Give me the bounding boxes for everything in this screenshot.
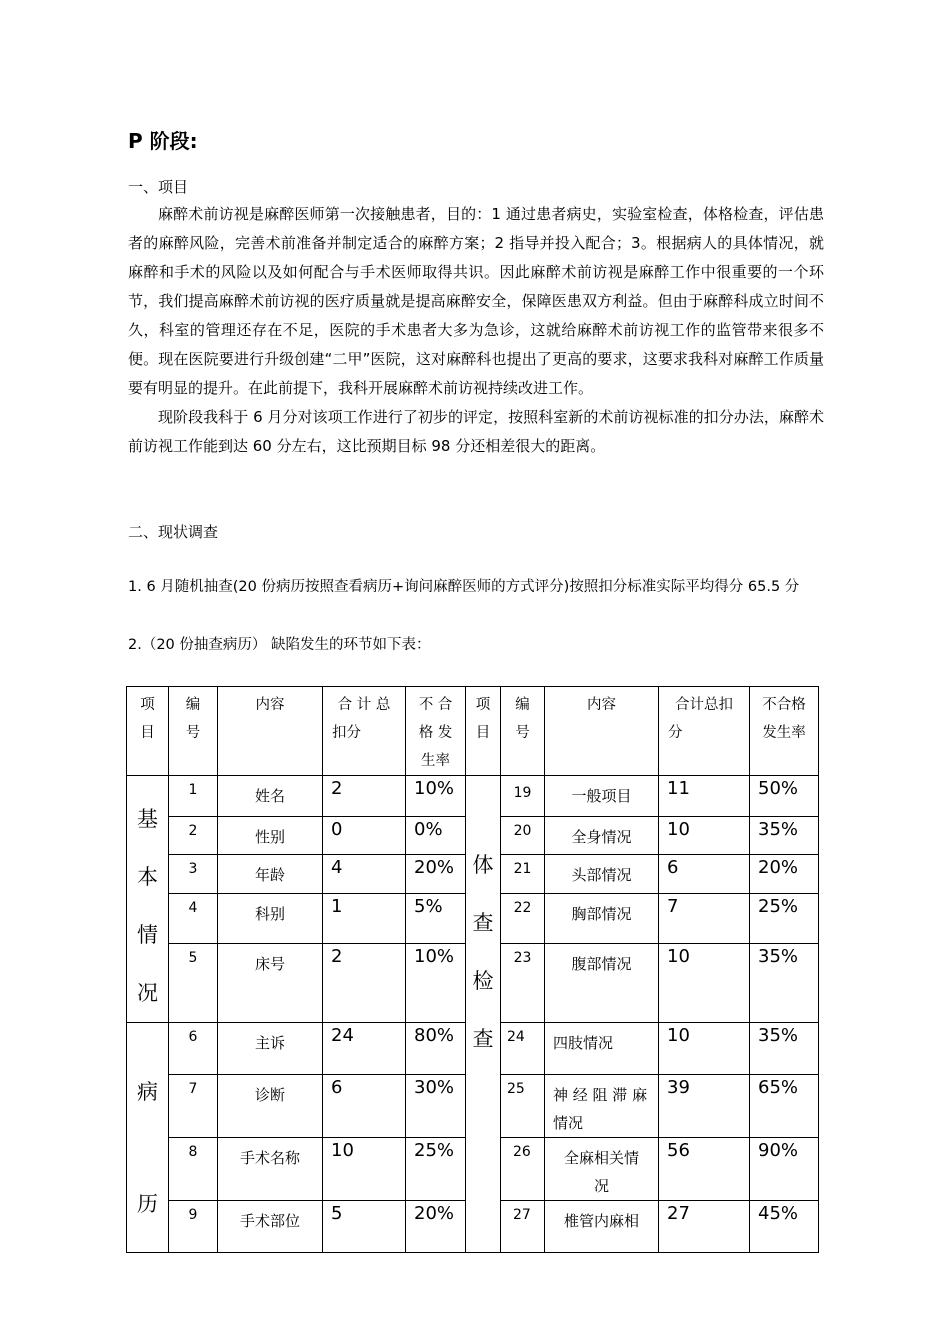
- section-heading-survey: 二、现状调查: [128, 523, 219, 541]
- table-header-row: [127, 687, 819, 776]
- header-no: 编 号: [169, 687, 218, 776]
- paragraph-2: 现阶段我科于 6 月分对该项工作进行了初步的评定，按照科室新的术前访视标准的扣分办法，麻醉术前访视工作能到达 60 分左右，这比预期目标 98 分还相差很大的距离。: [128, 408, 824, 455]
- row-total-right: 10: [659, 1023, 750, 1075]
- row-content: 性别: [218, 816, 323, 855]
- row-content: 科别: [218, 894, 323, 943]
- row-no-right: 25: [501, 1075, 545, 1138]
- row-total: 1: [323, 894, 406, 943]
- header-content-right: 内容: [545, 687, 659, 776]
- row-no: 4: [169, 894, 218, 943]
- row-content-right: 全麻相关情 况: [545, 1138, 659, 1201]
- row-no-right: 21: [501, 855, 545, 894]
- row-rate-right: 20%: [750, 855, 819, 894]
- row-no: 3: [169, 855, 218, 894]
- row-no: 5: [169, 943, 218, 1023]
- defect-table: [126, 686, 819, 1253]
- row-total-right: 10: [659, 943, 750, 1023]
- group-basic-info: 基 本 情 况: [127, 776, 169, 1023]
- row-total-right: 27: [659, 1201, 750, 1253]
- page-title: P 阶段:: [128, 129, 198, 153]
- header-total-right: 合计总扣 分: [659, 687, 750, 776]
- row-no-right: 26: [501, 1138, 545, 1201]
- row-content-right: 椎管内麻相: [545, 1201, 659, 1253]
- header-rate: 不 合 格 发 生率: [406, 687, 466, 776]
- row-content-right: 四肢情况: [545, 1023, 659, 1075]
- row-content: 床号: [218, 943, 323, 1023]
- row-no: 1: [169, 776, 218, 817]
- row-total: 2: [323, 776, 406, 817]
- row-no-right: 20: [501, 816, 545, 855]
- row-rate-right: 35%: [750, 943, 819, 1023]
- row-content: 手术名称: [218, 1138, 323, 1201]
- row-rate: 10%: [406, 776, 466, 817]
- section-heading-project: 一、项目: [128, 178, 189, 196]
- header-content: 内容: [218, 687, 323, 776]
- header-total: 合 计 总 扣分: [323, 687, 406, 776]
- row-no-right: 24: [501, 1023, 545, 1075]
- row-rate: 25%: [406, 1138, 466, 1201]
- header-no-right: 编 号: [501, 687, 545, 776]
- row-content: 主诉: [218, 1023, 323, 1075]
- row-no: 2: [169, 816, 218, 855]
- survey-item-2: 2.（20 份抽查病历） 缺陷发生的环节如下表：: [128, 637, 431, 653]
- row-content: 手术部位: [218, 1201, 323, 1253]
- row-no-right: 23: [501, 943, 545, 1023]
- row-rate-right: 50%: [750, 776, 819, 817]
- row-total-right: 6: [659, 855, 750, 894]
- paragraph-1: 麻醉术前访视是麻醉医师第一次接触患者，目的：1 通过患者病史，实验室检查，体格检查，评估患者的麻醉风险，完善术前准备并制定适合的麻醉方案；2 指导并投入配合；3。根据病人的具体情况，就麻醉和手术的风险以及如何配合与手术医师取得共识。因此麻醉术前访视是麻醉工作中很重要的一个环节，我们提高麻醉术前访视的医疗质量就是提高麻醉安全，保障医患双方利益。但由于麻醉科成立时间不久，科室的管理还存在不足，医院的手术患者大多为急诊，这就给麻醉术前访视工作的监管带来很多不便。现在医院要进行升级创建“二甲”医院，这对麻醉科也提出了更高的要求，这要求我科对麻醉工作质量要有明显的提升。在此前提下，我科开展麻醉术前访视持续改进工作。: [128, 205, 824, 397]
- group-physical-exam: 体 查 检 查: [466, 776, 501, 1253]
- header-rate-right: 不合格 发生率: [750, 687, 819, 776]
- row-rate: 10%: [406, 943, 466, 1023]
- row-total: 4: [323, 855, 406, 894]
- row-rate: 5%: [406, 894, 466, 943]
- row-no: 7: [169, 1075, 218, 1138]
- section-body-project: [128, 200, 824, 461]
- row-total-right: 7: [659, 894, 750, 943]
- row-no: 6: [169, 1023, 218, 1075]
- row-total: 10: [323, 1138, 406, 1201]
- row-no: 8: [169, 1138, 218, 1201]
- row-total-right: 10: [659, 816, 750, 855]
- group-medical-record: 病 历: [127, 1023, 169, 1253]
- row-rate-right: 65%: [750, 1075, 819, 1138]
- row-rate: 0%: [406, 816, 466, 855]
- header-item: 项 目: [127, 687, 169, 776]
- row-rate: 30%: [406, 1075, 466, 1138]
- row-content-right: 全身情况: [545, 816, 659, 855]
- row-content-right: 胸部情况: [545, 894, 659, 943]
- row-rate-right: 90%: [750, 1138, 819, 1201]
- row-total-right: 56: [659, 1138, 750, 1201]
- row-content: 诊断: [218, 1075, 323, 1138]
- row-content-right: 头部情况: [545, 855, 659, 894]
- row-content: 年龄: [218, 855, 323, 894]
- row-content-right: 神 经 阻 滞 麻 情况: [545, 1075, 659, 1138]
- row-rate: 20%: [406, 855, 466, 894]
- row-total-right: 39: [659, 1075, 750, 1138]
- table-row: [127, 776, 819, 817]
- survey-item-1: 1. 6 月随机抽查(20 份病历按照查看病历+询问麻醉医师的方式评分)按照扣分标准实际平均得分 65.5 分: [128, 579, 800, 595]
- row-rate-right: 35%: [750, 816, 819, 855]
- row-content-right: 一般项目: [545, 776, 659, 817]
- row-no-right: 27: [501, 1201, 545, 1253]
- row-no-right: 22: [501, 894, 545, 943]
- row-rate: 20%: [406, 1201, 466, 1253]
- row-content: 姓名: [218, 776, 323, 817]
- row-no-right: 19: [501, 776, 545, 817]
- row-total-right: 11: [659, 776, 750, 817]
- row-total: 5: [323, 1201, 406, 1253]
- row-no: 9: [169, 1201, 218, 1253]
- row-rate-right: 25%: [750, 894, 819, 943]
- row-rate-right: 35%: [750, 1023, 819, 1075]
- row-total: 24: [323, 1023, 406, 1075]
- row-total: 6: [323, 1075, 406, 1138]
- row-total: 2: [323, 943, 406, 1023]
- row-content-right: 腹部情况: [545, 943, 659, 1023]
- row-rate: 80%: [406, 1023, 466, 1075]
- row-rate-right: 45%: [750, 1201, 819, 1253]
- header-item-right: 项 目: [466, 687, 501, 776]
- row-total: 0: [323, 816, 406, 855]
